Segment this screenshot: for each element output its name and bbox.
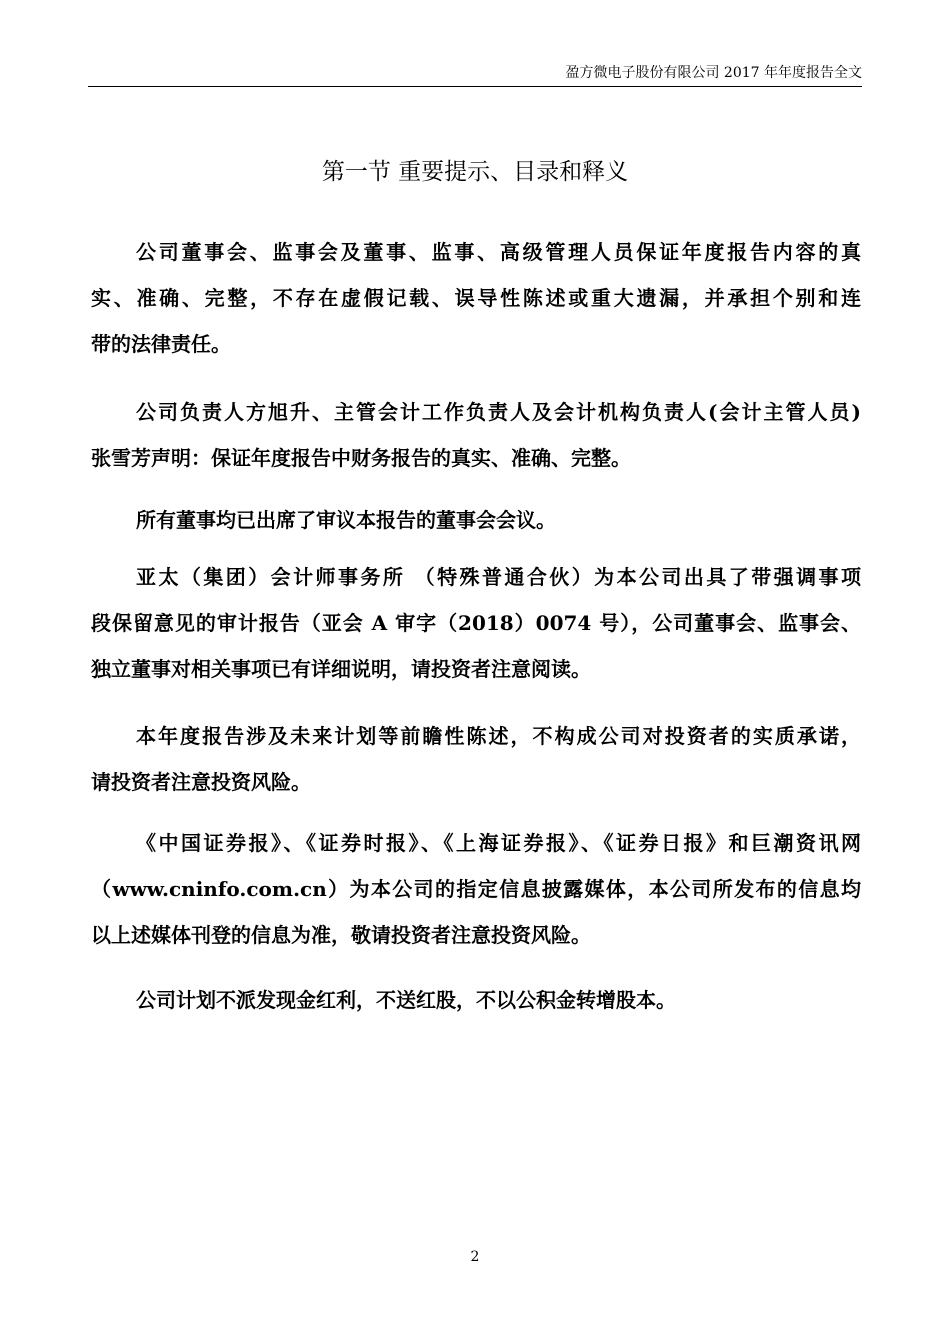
paragraph-audit-opinion: [91, 554, 861, 692]
section-title: 第一节 重要提示、目录和释义: [321, 159, 629, 185]
paragraph-line: （www.cninfo.com.cn）为本公司的指定信息披露媒体，本公司所发布的信息均: [91, 877, 861, 901]
header-divider: [88, 86, 862, 87]
paragraph-line: 公司计划不派发现金红利，不送红股，不以公积金转增股本。: [136, 988, 676, 1012]
paragraph-line: 公司负责人方旭升、主管会计工作负责人及会计机构负责人(会计主管人员): [136, 400, 861, 424]
paragraph-line: 独立董事对相关事项已有详细说明，请投资者注意阅读。: [91, 657, 591, 681]
running-header: 盈方微电子股份有限公司 2017 年年度报告全文: [565, 65, 862, 81]
paragraph-line: 张雪芳声明：保证年度报告中财务报告的真实、准确、完整。: [91, 446, 631, 470]
paragraph-directors-attendance: [91, 497, 861, 543]
paragraph-responsible-persons: [91, 389, 861, 481]
paragraph-line: 以上述媒体刊登的信息为准，敬请投资者注意投资风险。: [91, 923, 591, 947]
paragraph-line: 本年度报告涉及未来计划等前瞻性陈述，不构成公司对投资者的实质承诺，: [136, 724, 861, 748]
page-number: 2: [470, 1249, 480, 1265]
paragraph-forward-looking: [91, 713, 861, 805]
paragraph-line: 带的法律责任。: [91, 332, 231, 356]
paragraph-dividend-plan: [91, 977, 861, 1023]
paragraph-line: 段保留意见的审计报告（亚会 A 审字（2018）0074 号），公司董事会、监事会、: [91, 611, 861, 635]
paragraph-line: 亚太（集团）会计师事务所 （特殊普通合伙）为本公司出具了带强调事项: [136, 565, 861, 589]
paragraph-board-guarantee: [91, 229, 861, 367]
paragraph-line: 所有董事均已出席了审议本报告的董事会会议。: [136, 508, 556, 532]
paragraph-line: 公司董事会、监事会及董事、监事、高级管理人员保证年度报告内容的真: [136, 240, 861, 264]
paragraph-line: 实、准确、完整，不存在虚假记载、误导性陈述或重大遗漏，并承担个别和连: [91, 286, 861, 310]
paragraph-line: 请投资者注意投资风险。: [91, 770, 311, 794]
paragraph-disclosure-media: [91, 820, 861, 958]
paragraph-line: 《中国证券报》、《证券时报》、《上海证券报》、《证券日报》和巨潮资讯网: [136, 831, 861, 855]
